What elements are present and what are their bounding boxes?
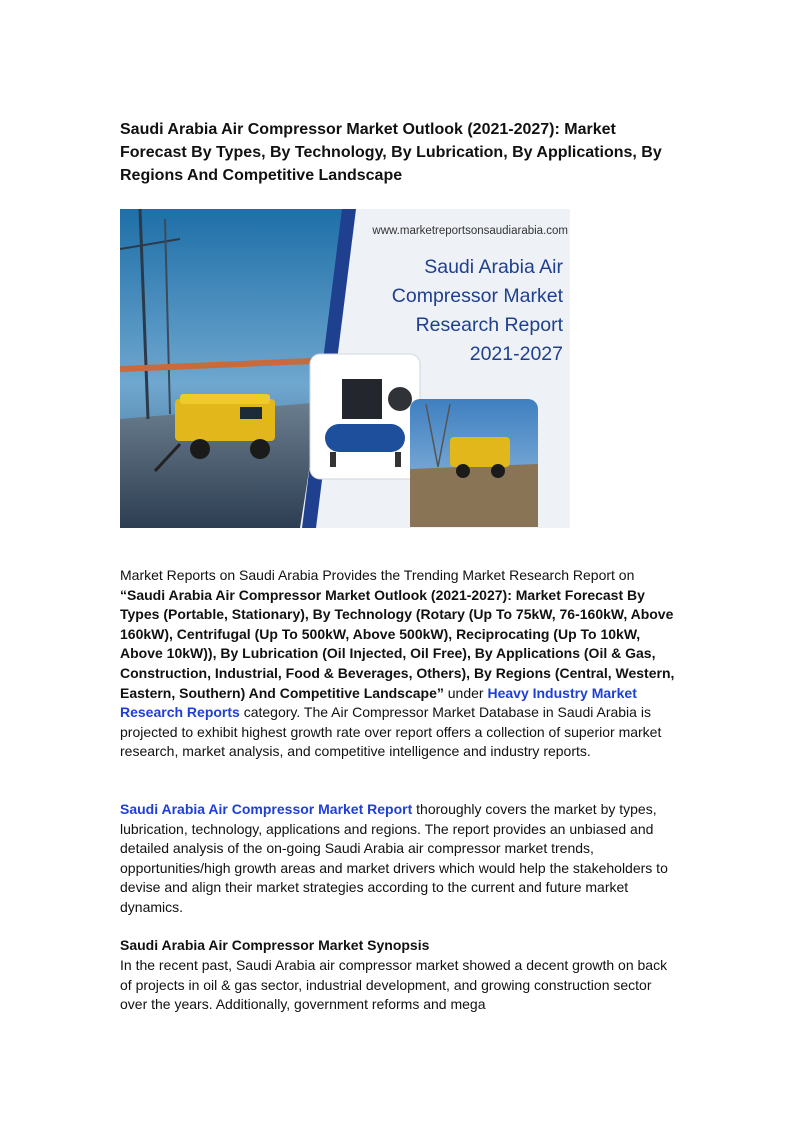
field-compressor-figure <box>410 399 538 527</box>
intro-lead: Market Reports on Saudi Arabia Provides the Trending Market Research Report on <box>120 567 635 583</box>
banner-heading-line: Research Report <box>415 314 563 336</box>
open-quote: “ <box>120 586 127 603</box>
heavy-industry-category-link[interactable]: Heavy Industry Market Research Reports <box>120 684 637 721</box>
coverage-paragraph <box>120 800 676 918</box>
banner-heading-line: Compressor Market <box>391 285 563 307</box>
under-text: under <box>443 684 488 701</box>
banner-website-url: www.marketreportsonsaudiarabia.com <box>372 225 568 237</box>
page-title: Saudi Arabia Air Compressor Market Outlook (2021-2027): Market Forecast By Types, By Technology, By Lubrication, By Applications, By Regions And Competitive Landscape <box>120 121 662 184</box>
synopsis-heading: Saudi Arabia Air Compressor Market Synopsis <box>120 937 430 953</box>
banner-heading <box>392 253 563 369</box>
market-report-link[interactable]: Saudi Arabia Air Compressor Market Report <box>120 801 413 817</box>
synopsis-paragraph: In the recent past, Saudi Arabia air compressor market showed a decent growth on back of projects in oil & gas sector, industrial development, and growing construction sector over the years. Additionally, government reforms and mega <box>120 957 668 1013</box>
report-title: Saudi Arabia Air Compressor Market Outlook (2021-2027): Market Forecast By Types (Portable, Stationary), By Technology (Rotary (Up To 75kW, 76-160kW, Above 160kW), Centrifugal (Up To 500kW, Above 500kW), Reciprocating (Up To 10kW, Above 10kW)), By Lubrication (Oil Injected, Oil Free), By Applications (Oil & Gas, Construction, Industrial, Food & Beverages, Others), By Regions (Central, Western, Eastern, Southern) And Competitive Landscape <box>120 586 675 701</box>
banner-heading-line: Saudi Arabia Air <box>424 256 563 278</box>
report-banner-image <box>120 209 570 528</box>
stationary-compressor-figure <box>310 354 420 479</box>
intro-rest: category. The Air Compressor Market Database in Saudi Arabia is projected to exhibit highest growth rate over report offers a collection of superior market research, market analysis, and competitive intelligence and industry reports. <box>120 704 662 760</box>
close-quote: ” <box>436 684 444 701</box>
coverage-text: thoroughly covers the market by types, lubrication, technology, applications and regions. The report provides an unbiased and detailed analysis of the on-going Saudi Arabia air compressor market trends, opportunities/high growth areas and market drivers which would help the stakeholders to devise and align their market strategies according to the current and future market dynamics. <box>120 801 668 915</box>
banner-heading-line: 2021-2027 <box>469 343 563 365</box>
intro-paragraph <box>120 566 676 762</box>
